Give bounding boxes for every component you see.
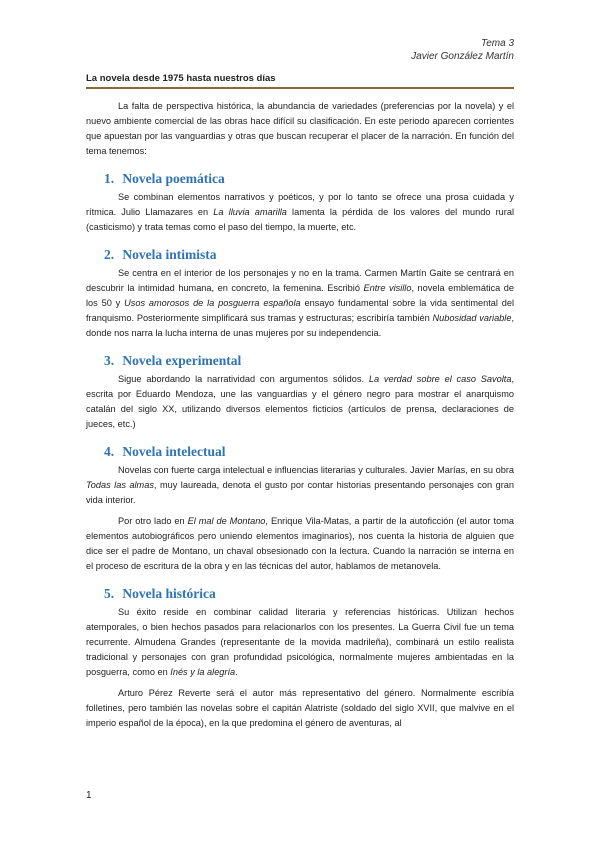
text-run: Se centra en el interior de los personajes y no en la trama. Carmen Martín Gaite se centrará en descubrir la intimidad humana, en concreto, la femenina. Escribió — [86, 268, 514, 293]
section-paragraph — [86, 605, 514, 680]
header-author: Javier González Martín — [411, 51, 514, 62]
section-paragraph — [86, 372, 514, 432]
work-title: La lluvia amarilla — [213, 207, 287, 217]
section-title: Novela poemática — [122, 171, 225, 186]
section-novela-poematica — [86, 170, 514, 235]
text-run: Novelas con fuerte carga intelectual e influencias literarias y culturales. Javier Marías, en su obra — [118, 465, 514, 475]
text-run: . — [235, 667, 238, 677]
text-run: Por otro lado en — [118, 516, 188, 526]
section-novela-experimental — [86, 352, 514, 432]
section-novela-intimista — [86, 246, 514, 341]
section-paragraph — [86, 514, 514, 574]
section-paragraph — [86, 463, 514, 508]
section-number: 1. — [104, 171, 115, 186]
section-heading — [86, 585, 514, 603]
work-title: Todas las almas — [86, 480, 154, 490]
text-run: , muy laureada, denota el gusto por contar historias presentando personajes con gran vida interior. — [86, 480, 514, 505]
intro-paragraph: La falta de perspectiva histórica, la abundancia de variedades (preferencias por la novela) y el nuevo ambiente comercial de las obras hace difícil su clasificación. En este periodo aparecen corrientes que apuestan por las vanguardias y otras que buscan recuperar el placer de la narración. En función del tema tenemos: — [86, 101, 514, 156]
section-number: 4. — [104, 444, 115, 459]
section-paragraph — [86, 190, 514, 235]
section-paragraph — [86, 686, 514, 731]
work-title: La verdad sobre el caso Savolta — [368, 374, 512, 384]
section-heading — [86, 246, 514, 264]
section-title: Novela histórica — [122, 586, 216, 601]
page-number: 1 — [86, 790, 92, 801]
section-novela-historica — [86, 585, 514, 731]
header-topic: Tema 3 — [481, 38, 514, 49]
section-number: 5. — [104, 586, 115, 601]
work-title: El mal de Montano — [187, 516, 266, 526]
text-run: ensayo fundamental sobre la vida sentimental del franquismo. Posteriormente simplificará sus tramas y estructuras; escribiría también — [86, 298, 515, 323]
section-number: 2. — [104, 247, 115, 262]
document-title: La novela desde 1975 hasta nuestros días — [86, 73, 276, 84]
section-title: Novela experimental — [122, 353, 242, 368]
section-novela-intelectual — [86, 443, 514, 574]
text-run: , Enrique Vila-Matas, a partir de la autoficción (el autor toma elementos autobiográficos pero uniendo elementos imaginarios), nos cuenta la historia de alguien que dice ser el padre de Montano, un chaval obsesionado con la lectura. Cuando la narración se interna en el proceso de escritura de la obra y en las técnicas del autor, hablamos de metanovela. — [86, 516, 514, 571]
text-run: Se combinan elementos narrativos y poéticos, y por lo tanto se ofrece una prosa cuidada y rítmica. Julio Llamazares en — [86, 192, 514, 217]
work-title: Nubosidad variable — [432, 313, 512, 323]
section-title: Novela intelectual — [122, 444, 226, 459]
text-run: , novela emblemática de los 50 y — [86, 283, 514, 308]
text-run: , escrita por Eduardo Mendoza, une las vanguardias y el género negro para mostrar el anarquismo catalán del siglo XX, utilizando diversos elementos ficticios (artículos de prensa, declaraciones de jueces, etc.) — [86, 374, 514, 429]
document-body — [86, 99, 514, 731]
text-run: Arturo Pérez Reverte será el autor más representativo del género. Normalmente escribía folletines, pero también las novelas sobre el capitán Alatriste (soldado del siglo XVII, que malvive en el imperio español de la época), en la que predomina el género de aventuras, al — [86, 688, 514, 728]
section-heading — [86, 170, 514, 188]
section-title: Novela intimista — [122, 247, 217, 262]
text-run: Sigue abordando la narratividad con argumentos sólidos. — [118, 374, 369, 384]
text-run: , donde nos narra la lucha interna de unas mujeres por su independencia. — [86, 313, 514, 338]
text-run: lamenta la pérdida de los valores del mundo rural (casticismo) y trata temas como el paso del tiempo, la muerte, etc. — [86, 207, 514, 232]
work-title: Entre visillo — [363, 283, 412, 293]
work-title: Inés y la alegría — [170, 667, 236, 677]
header-rule — [86, 87, 514, 89]
section-paragraph — [86, 266, 514, 341]
work-title: Usos amorosos de la posguerra española — [124, 298, 301, 308]
section-heading — [86, 443, 514, 461]
section-heading — [86, 352, 514, 370]
section-number: 3. — [104, 353, 115, 368]
text-run: Su éxito reside en combinar calidad literaria y referencias históricas. Utilizan hechos atemporales, o bien hechos pasados para relacionarlos con los presentes. La Guerra Civil fue un tema recurrente. Almudena Grandes (representante de la movida madrileña), combinará un estilo realista tradicional y personajes con gran profundidad psicológica, normalmente mujeres ambientadas en la posguerra, como en — [86, 607, 514, 677]
